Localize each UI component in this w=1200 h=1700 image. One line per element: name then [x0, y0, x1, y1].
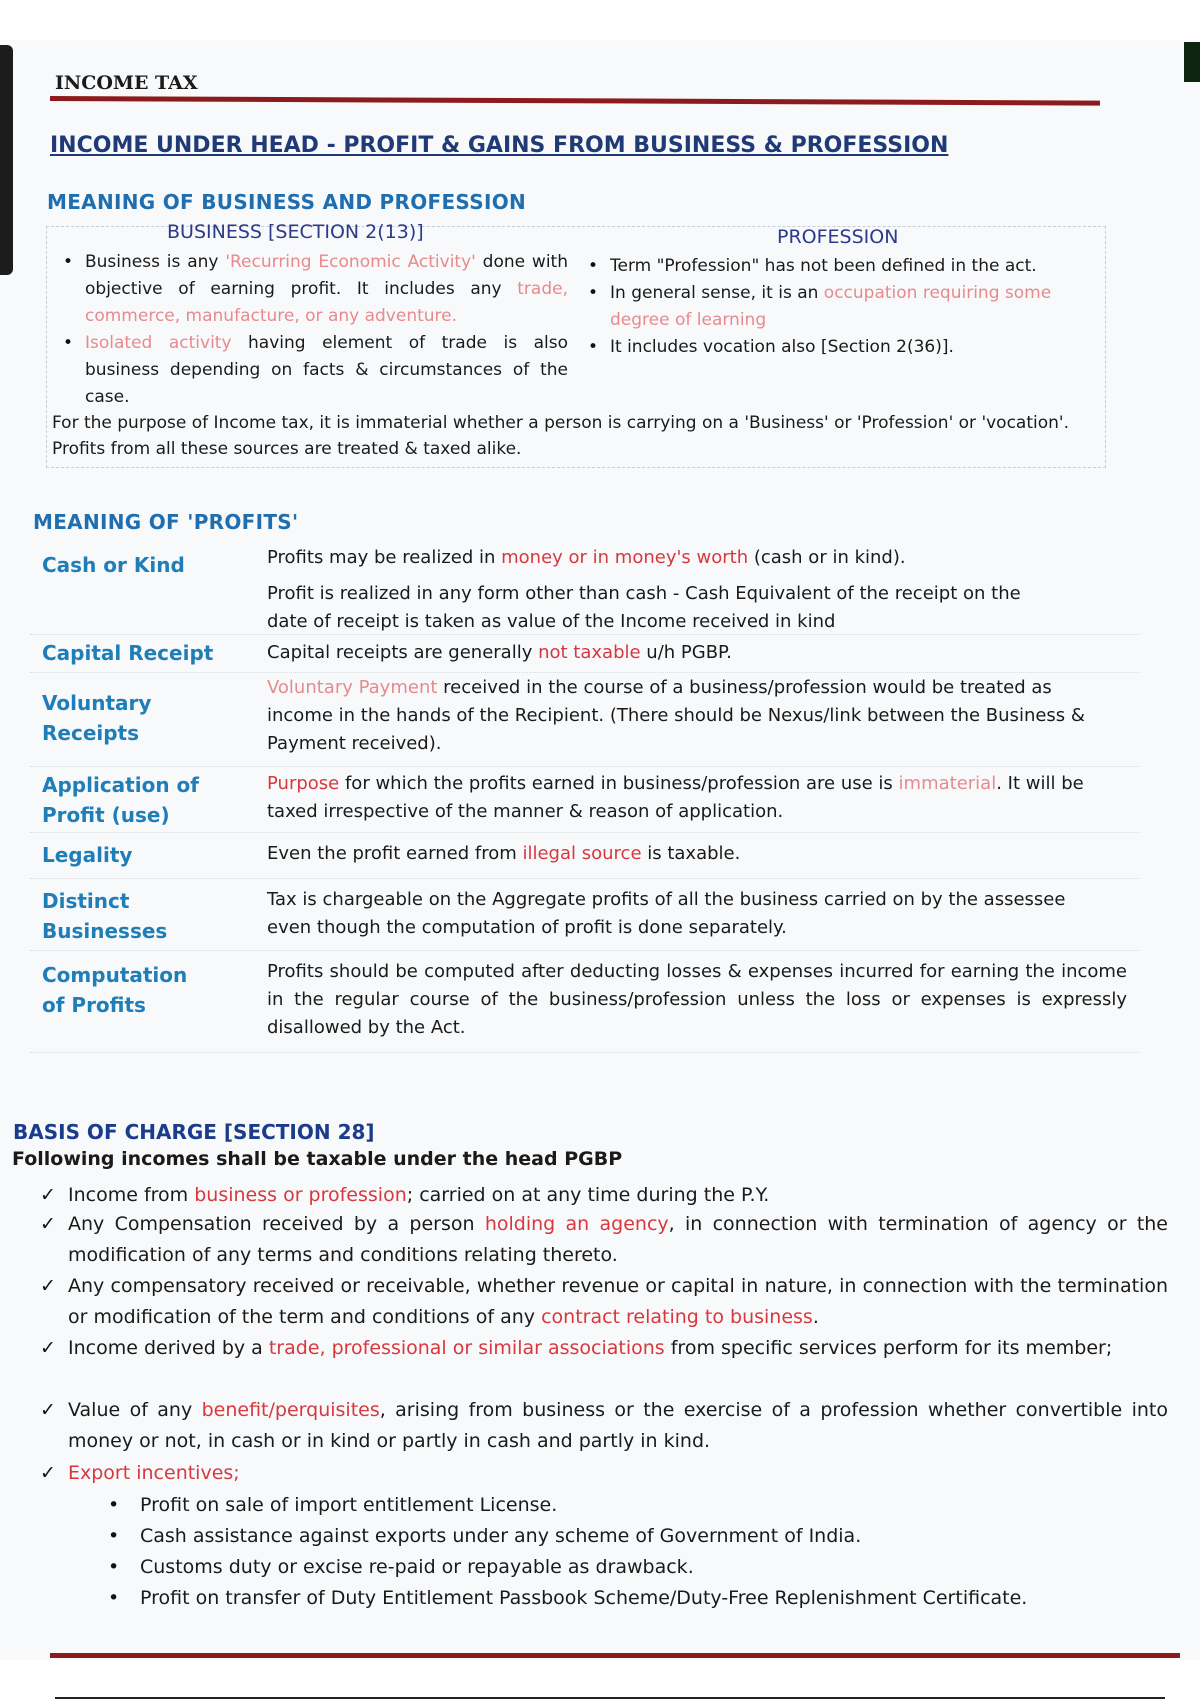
- table-row: [30, 832, 1140, 879]
- section-title-basis-of-charge: BASIS OF CHARGE [SECTION 28]: [13, 1120, 375, 1144]
- binding-edge: [0, 45, 13, 275]
- corner-mark: [1184, 42, 1200, 82]
- row-term: Capital Receipt: [42, 641, 214, 665]
- row-description: Profits may be realized in money or in money's worth (cash or in kind).: [267, 547, 906, 568]
- footer-divider: [50, 1653, 1180, 1658]
- row-term: Computation of Profits: [42, 963, 188, 1017]
- section-title-meaning: MEANING OF BUSINESS AND PROFESSION: [47, 190, 527, 214]
- checklist-item: ✓ Value of any benefit/perquisites, arising from business or the exercise of a profession whether convertible into money or not, in cash or in kind or partly in cash and partly in kind.: [68, 1395, 1168, 1457]
- checklist-item: ✓ Any Compensation received by a person holding an agency, in connection with termination of agency or the modification of any terms and conditions relating thereto.: [68, 1209, 1168, 1271]
- business-point: • Business is any 'Recurring Economic Activity' done with objective of earning profit. It includes any trade, commerce, manufacture, or any adventure.: [85, 249, 568, 330]
- basis-of-charge-subtitle: Following incomes shall be taxable under the head PGBP: [12, 1148, 623, 1170]
- export-incentive-item: • Cash assistance against exports under any scheme of Government of India.: [140, 1521, 861, 1551]
- table-row: [30, 950, 1140, 1053]
- business-point: • Isolated activity having element of trade is also business depending on facts & circumstances of the case.: [85, 330, 568, 411]
- main-heading: INCOME UNDER HEAD - PROFIT & GAINS FROM BUSINESS & PROFESSION: [50, 133, 949, 158]
- row-description: Profit is realized in any form other than cash - Cash Equivalent of the receipt on the date of receipt is taken as value of the Income received in kind: [267, 583, 1021, 632]
- page-baseline: [55, 1697, 1165, 1699]
- business-profession-note: For the purpose of Income tax, it is immaterial whether a person is carrying on a 'Business' or 'Profession' or 'vocation'. Profits from all these sources are treated & taxed alike.: [52, 413, 1069, 459]
- row-description: Even the profit earned from illegal source is taxable.: [267, 843, 741, 864]
- table-row: [30, 766, 1140, 833]
- profession-point: • It includes vocation also [Section 2(36)].: [610, 334, 1105, 361]
- table-row: [30, 540, 1140, 635]
- profession-point: • Term "Profession" has not been defined in the act.: [610, 253, 1105, 280]
- checklist-item: ✓ Export incentives;: [68, 1458, 1168, 1489]
- profession-column-head: PROFESSION: [777, 226, 899, 248]
- row-term: Voluntary Receipts: [42, 691, 152, 745]
- row-term: Application of Profit (use): [42, 773, 199, 827]
- export-incentive-item: • Profit on sale of import entitlement License.: [140, 1490, 557, 1520]
- row-term: Cash or Kind: [42, 553, 185, 577]
- row-description: Tax is chargeable on the Aggregate profits of all the business carried on by the assessee even though the computation of profit is done separately.: [267, 889, 1066, 938]
- row-term: Distinct Businesses: [42, 889, 168, 943]
- row-term: Legality: [42, 843, 133, 867]
- profession-point: • In general sense, it is an occupation requiring some degree of learning: [610, 280, 1105, 334]
- checklist-item: ✓ Income from business or profession; carried on at any time during the P.Y.: [68, 1180, 1168, 1211]
- checklist-item: ✓ Income derived by a trade, professional or similar associations from specific services perform for its member;: [68, 1333, 1168, 1364]
- section-title-profits: MEANING OF 'PROFITS': [33, 510, 299, 534]
- row-description: Capital receipts are generally not taxable u/h PGBP.: [267, 642, 732, 663]
- row-description: Purpose for which the profits earned in business/profession are use is immaterial. It will be taxed irrespective of the manner & reason of application.: [267, 773, 1084, 822]
- table-row: [30, 672, 1140, 767]
- export-incentive-item: • Profit on transfer of Duty Entitlement Passbook Scheme/Duty-Free Replenishment Certificate.: [140, 1583, 1027, 1613]
- business-column-head: BUSINESS [SECTION 2(13)]: [167, 221, 424, 243]
- export-incentive-item: • Customs duty or excise re-paid or repayable as drawback.: [140, 1552, 694, 1582]
- row-description: Profits should be computed after deducting losses & expenses incurred for earning the income in the regular course of the business/profession unless the loss or expenses is expressly disallowed by the Act.: [267, 961, 1127, 1038]
- checklist-item: ✓ Any compensatory received or receivable, whether revenue or capital in nature, in connection with the termination or modification of the term and conditions of any contract relating to business.: [68, 1271, 1168, 1333]
- page-title: INCOME TAX: [55, 72, 198, 94]
- table-row: [30, 878, 1140, 951]
- row-description: Voluntary Payment received in the course of a business/profession would be treated as income in the hands of the Recipient. (There should be Nexus/link between the Business & Payment received).: [267, 677, 1085, 754]
- table-row: [30, 634, 1140, 673]
